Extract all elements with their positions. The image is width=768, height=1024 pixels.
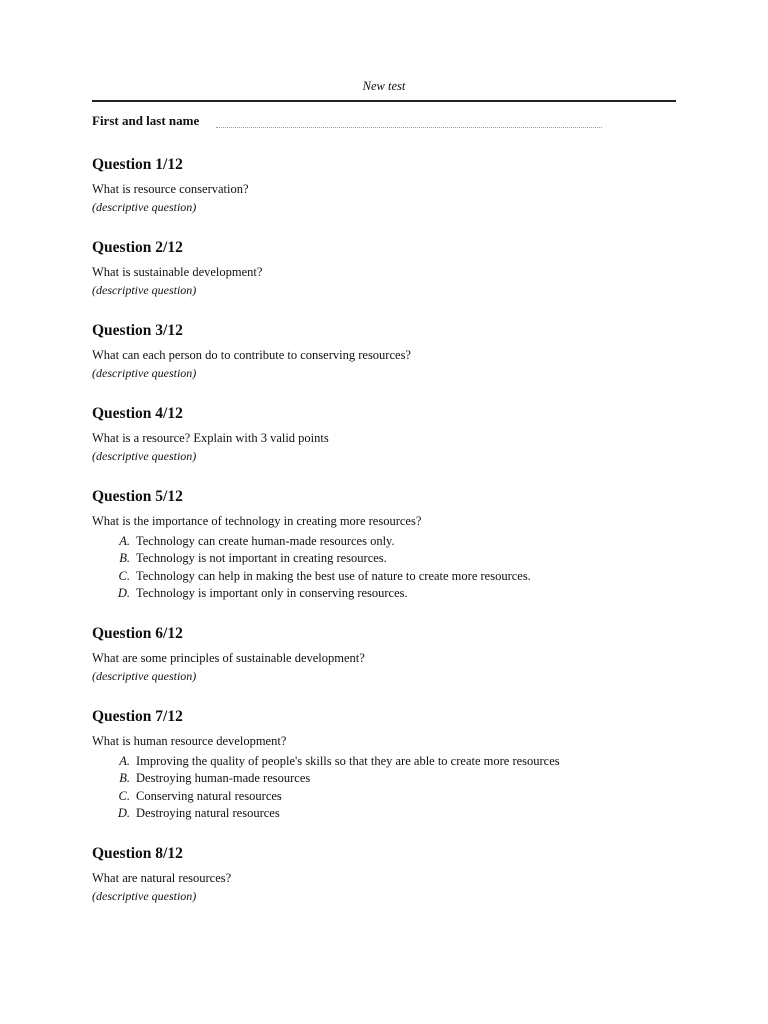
question-6 [92,624,676,685]
answer-option-b[interactable] [92,550,676,567]
question-type-label: (descriptive question) [92,200,197,214]
question-3 [92,321,676,382]
question-1 [92,155,676,216]
question-type-label: (descriptive question) [92,366,197,380]
option-text: Technology can create human-made resources only. [136,534,395,548]
question-5 [92,487,676,602]
answer-option-a[interactable] [92,533,676,550]
question-text: What is a resource? Explain with 3 valid points [92,431,329,445]
question-text: What is human resource development? [92,734,287,749]
question-title: Question 7/12 [92,708,183,726]
test-title: New test [362,79,406,93]
option-letter: A. [119,534,130,548]
option-text: Conserving natural resources [136,788,282,803]
question-text: What can each person do to contribute to conserving resources? [92,348,411,362]
name-field-label: First and last name [92,113,200,128]
question-type-label: (descriptive question) [92,449,197,463]
header-divider [92,100,676,102]
option-letter: D. [117,806,130,821]
question-type-label: (descriptive question) [92,669,197,684]
option-text: Improving the quality of people's skills so that they are able to create more resources [136,754,560,769]
question-text: What are some principles of sustainable development? [92,651,365,666]
answer-options [92,533,676,602]
answer-options [92,753,676,822]
answer-option-a[interactable] [92,753,676,770]
question-title: Question 4/12 [92,405,183,422]
question-text: What are natural resources? [92,871,232,886]
answer-option-d[interactable] [92,805,676,822]
question-7 [92,707,676,822]
question-text: What is the importance of technology in creating more resources? [92,514,422,528]
question-title: Question 6/12 [92,625,183,643]
question-title: Question 2/12 [92,239,183,256]
answer-option-b[interactable] [92,770,676,787]
question-type-label: (descriptive question) [92,889,197,904]
question-2 [92,238,676,299]
question-type-label: (descriptive question) [92,283,197,297]
option-letter: D. [117,585,130,600]
name-field-row [92,113,676,133]
question-list [92,155,676,927]
answer-option-c[interactable] [92,568,676,585]
question-title: Question 5/12 [92,488,183,505]
option-letter: B. [119,771,130,786]
option-text: Destroying human-made resources [136,771,311,786]
option-text: Technology is important only in conserving resources. [136,585,408,600]
option-text: Destroying natural resources [136,806,280,821]
option-letter: C. [118,788,130,803]
option-letter: A. [119,754,130,769]
answer-option-c[interactable] [92,788,676,805]
question-title: Question 3/12 [92,322,183,339]
option-letter: C. [118,568,130,583]
question-text: What is sustainable development? [92,265,263,279]
question-title: Question 1/12 [92,156,183,173]
question-text: What is resource conservation? [92,182,249,196]
question-4 [92,404,676,465]
option-letter: B. [119,551,130,566]
option-text: Technology is not important in creating resources. [136,551,387,566]
answer-option-d[interactable] [92,585,676,602]
name-field-line[interactable] [216,127,602,128]
question-8 [92,844,676,905]
question-title: Question 8/12 [92,845,183,863]
option-text: Technology can help in making the best use of nature to create more resources. [136,568,531,583]
